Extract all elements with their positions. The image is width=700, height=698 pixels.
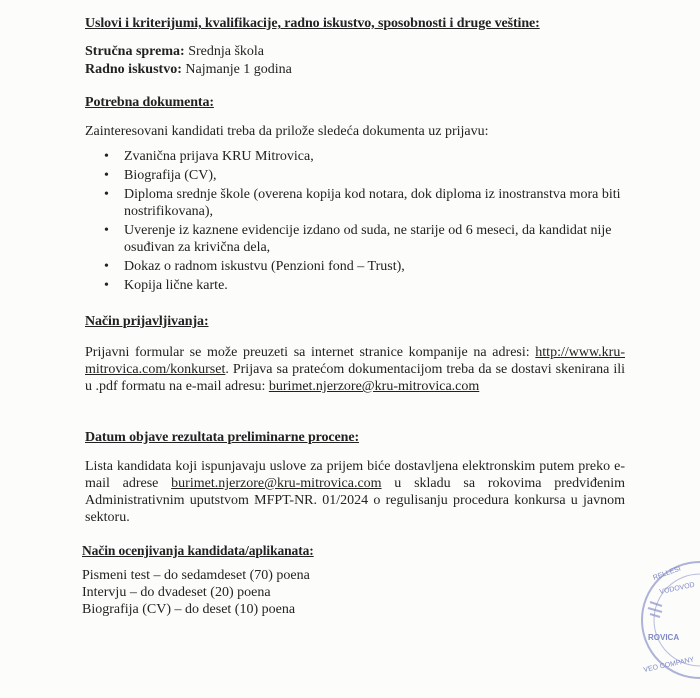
- stamp-text: VODOVOD: [658, 581, 696, 596]
- results-date-text: [85, 458, 625, 526]
- evaluation-line: Intervju – do dvadeset (20) poena: [82, 585, 271, 600]
- results-text-before: Lista kandidata koji ispunjavaju uslove za prijem biće dostavljena elektronskim putem preko e-mail adrese: [85, 459, 625, 491]
- documents-list: [104, 148, 624, 296]
- list-item: • Zvanična prijava KRU Mitrovica,: [104, 148, 624, 165]
- application-text-middle: . Prijava sa pratećom dokumentacijom treba da se dostavi skenirana ili u .pdf formatu na e-mail adresu:: [85, 362, 625, 394]
- list-item: • Diploma srednje škole (overena kopija kod notara, dok diploma iz inostranstva mora biti nostrifikovana),: [104, 186, 624, 220]
- list-item: • Biografija (CV),: [104, 167, 624, 184]
- experience-line: [85, 62, 292, 78]
- stamp-text: ROVICA: [648, 633, 680, 642]
- list-item: • Dokaz o radnom iskustvu (Penzioni fond – Trust),: [104, 258, 624, 275]
- documents-intro: Zainteresovani kandidati treba da prilože sledeća dokumenta uz prijavu:: [85, 124, 489, 139]
- results-date-heading: Datum objave rezultata preliminarne procene:: [85, 430, 360, 445]
- company-stamp: [640, 548, 700, 698]
- application-method-text: [85, 344, 625, 395]
- list-item: • Uverenje iz kaznene evidencije izdano od suda, ne starije od 6 meseci, da kandidat nije osuđivan za krivična dela,: [104, 222, 624, 256]
- education-label: Stručna sprema:: [85, 44, 185, 59]
- education-line: [85, 44, 264, 60]
- evaluation-heading: Način ocenjivanja kandidata/aplikanata:: [82, 543, 314, 558]
- company-website-link[interactable]: http://www.kru-mitrovica.com/konkurset: [85, 345, 625, 377]
- experience-label: Radno iskustvo:: [85, 62, 182, 77]
- evaluation-line: Pismeni test – do sedamdeset (70) poena: [82, 568, 310, 583]
- application-method-heading: Način prijavljivanja:: [85, 314, 209, 329]
- stamp-text: RELLESI: [652, 565, 682, 582]
- evaluation-line: Biografija (CV) – do deset (10) poena: [82, 602, 296, 617]
- list-item: • Kopija lične karte.: [104, 277, 624, 294]
- results-email-link[interactable]: burimet.njerzore@kru-mitrovica.com: [171, 476, 382, 491]
- requirements-heading: Uslovi i kriterijumi, kvalifikacije, radno iskustvo, sposobnosti i druge veštine:: [85, 16, 540, 31]
- application-email-link[interactable]: burimet.njerzore@kru-mitrovica.com: [268, 379, 480, 394]
- stamp-text: VEO COMPANY: [642, 656, 695, 674]
- experience-value: Najmanje 1 godina: [185, 62, 292, 77]
- results-text-after: u skladu sa rokovima predviđenim Administrativnim uputstvom MFPT-NR. 01/2024 o regulisanju procedura konkursa u javnom sektoru.: [85, 476, 625, 525]
- application-text-before: Prijavni formular se može preuzeti sa internet stranice kompanije na adresi:: [85, 345, 536, 360]
- documents-heading: Potrebna dokumenta:: [85, 95, 214, 110]
- education-value: Srednja škola: [188, 44, 265, 59]
